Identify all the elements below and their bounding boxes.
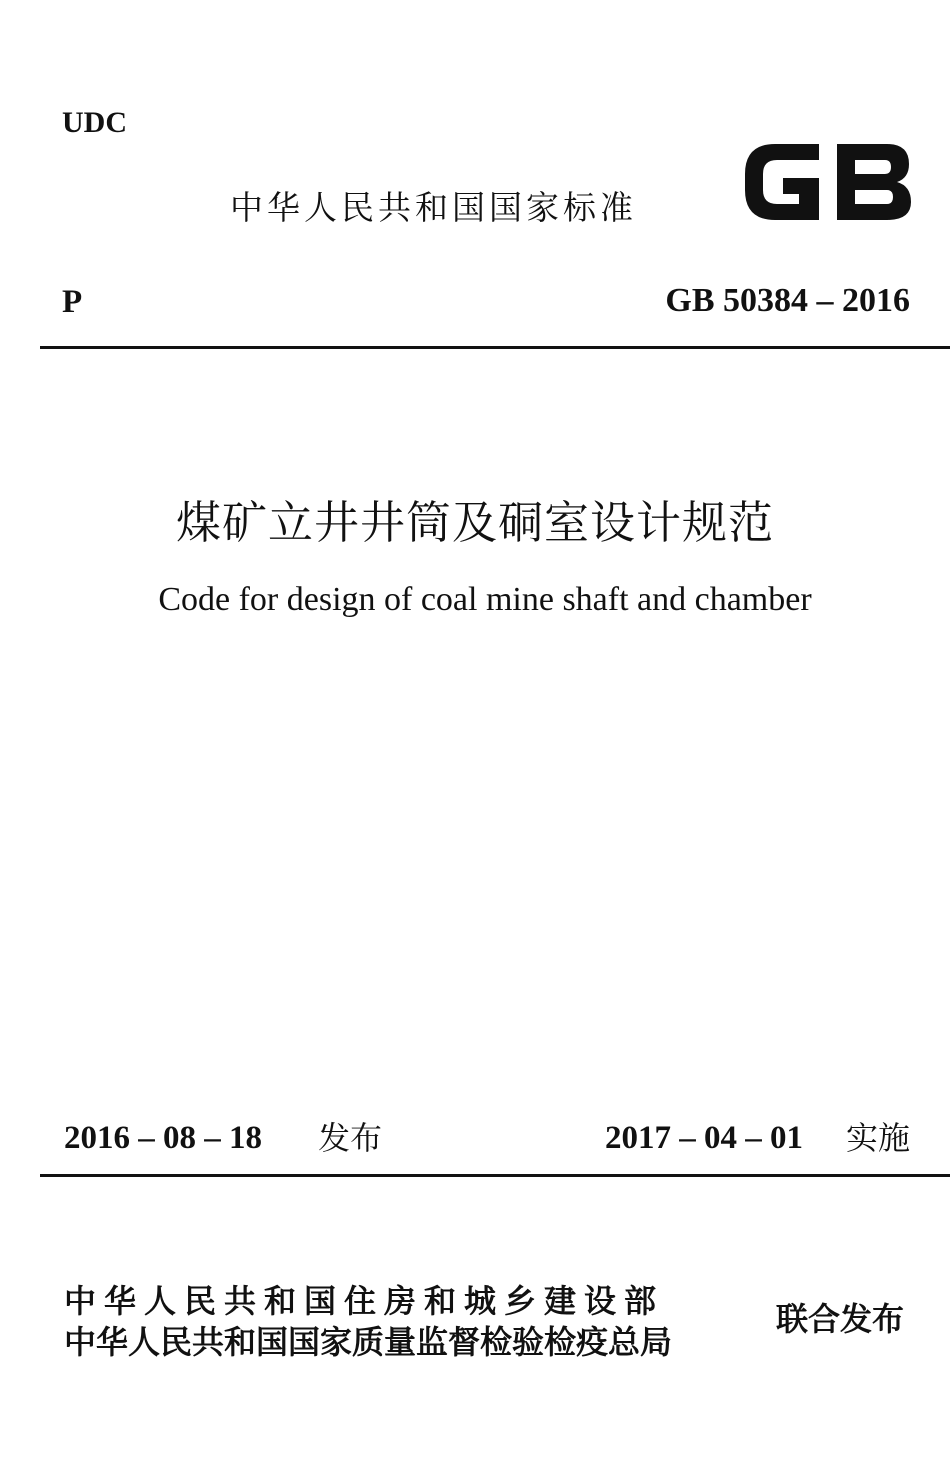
issuer-aqsiq: 中华人民共和国国家质量监督检验检疫总局 <box>64 1323 673 1361</box>
top-divider <box>40 346 950 349</box>
issue-date: 2016 – 08 – 18 <box>64 1120 262 1156</box>
implementation-label: 实施 <box>846 1119 911 1157</box>
category-code: P <box>62 284 83 320</box>
standard-number: GB 50384 – 2016 <box>665 282 910 319</box>
title-chinese: 煤矿立井井筒及硐室设计规范 <box>175 496 774 549</box>
gb-logo <box>737 134 917 230</box>
national-standard-heading: 中华人民共和国国家标准 <box>230 188 637 227</box>
bottom-divider <box>40 1174 950 1177</box>
title-english: Code for design of coal mine shaft and chamber <box>158 581 812 618</box>
issuer-ministry: 中华人民共和国住房和城乡建设部 <box>64 1282 665 1320</box>
implementation-date: 2017 – 04 – 01 <box>605 1120 803 1156</box>
udc-label: UDC <box>62 106 127 139</box>
issue-label: 发布 <box>318 1119 383 1157</box>
joint-issue-label: 联合发布 <box>776 1300 905 1338</box>
